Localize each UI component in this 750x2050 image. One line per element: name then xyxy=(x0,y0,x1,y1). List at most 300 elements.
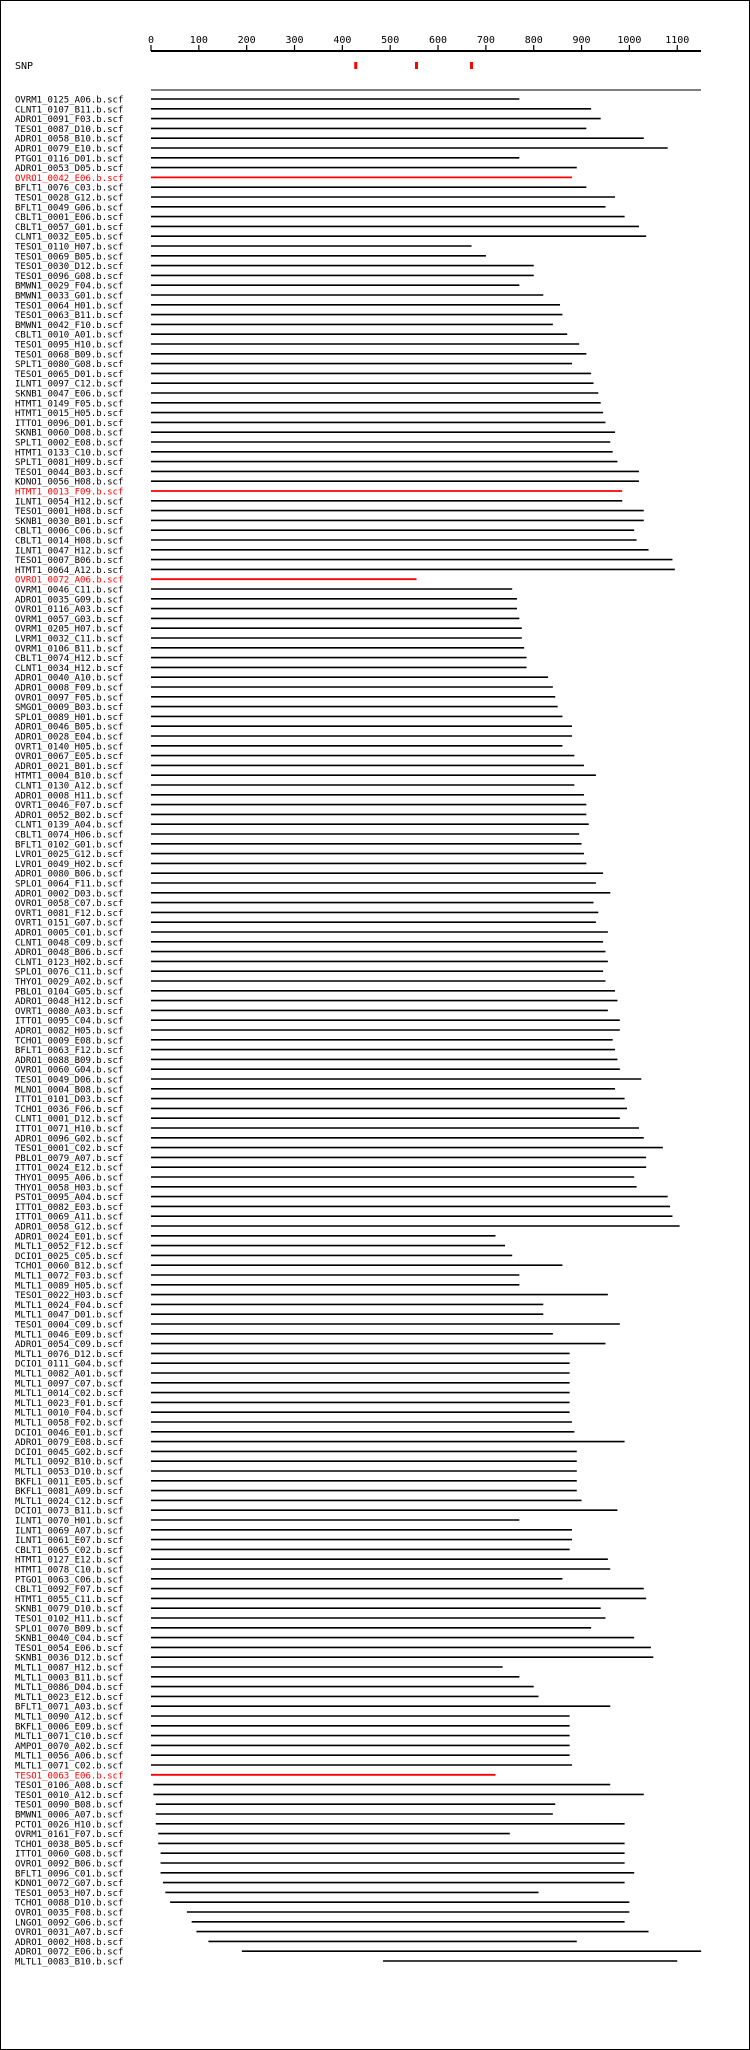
read-row[interactable] xyxy=(15,203,605,213)
read-row[interactable] xyxy=(15,135,644,145)
read-row[interactable] xyxy=(15,840,582,850)
read-name: THYO1_0058_H03.b.scf xyxy=(15,1183,124,1194)
read-name: BMWN1_0042_F10.b.scf xyxy=(15,320,124,331)
read-row[interactable] xyxy=(15,586,512,596)
read-row[interactable] xyxy=(15,850,584,860)
read-name: SPLO1_0076_C11.b.scf xyxy=(15,967,124,978)
read-name: CBLT1_0057_G01.b.scf xyxy=(15,222,124,233)
read-name: SKNB1_0040_C04.b.scf xyxy=(15,1634,124,1645)
read-name: BKFL1_0011_E05.b.scf xyxy=(15,1477,124,1488)
read-row[interactable] xyxy=(15,674,548,684)
read-name: AMPO1_0070_A02.b.scf xyxy=(15,1741,124,1752)
read-row[interactable] xyxy=(15,772,596,782)
read-name: ADRO1_0058_B10.b.scf xyxy=(15,134,124,145)
read-row[interactable] xyxy=(15,213,625,223)
read-name: TESO1_0069_B05.b.scf xyxy=(15,252,124,263)
read-name: HTMT1_0004_B10.b.scf xyxy=(15,771,124,782)
read-name: MLTL1_0053_D10.b.scf xyxy=(15,1467,124,1478)
read-row[interactable] xyxy=(15,409,603,419)
read-row[interactable] xyxy=(15,1693,539,1703)
read-row[interactable] xyxy=(15,889,610,899)
read-row[interactable] xyxy=(15,1683,534,1693)
read-row[interactable] xyxy=(15,1742,570,1752)
read-row[interactable] xyxy=(15,684,553,694)
read-row[interactable] xyxy=(15,742,562,752)
read-row[interactable] xyxy=(15,380,594,390)
read-row[interactable] xyxy=(15,1664,503,1674)
read-row[interactable] xyxy=(15,1762,572,1772)
read-name: MLTL1_0023_E12.b.scf xyxy=(15,1692,124,1703)
read-row[interactable] xyxy=(15,1889,539,1899)
read-row[interactable] xyxy=(15,693,555,703)
read-name: ADRO1_0072_E06.b.scf xyxy=(15,1947,124,1958)
read-name: SPLT1_0081_H09.b.scf xyxy=(15,458,124,469)
read-name: TESO1_0044_B03.b.scf xyxy=(15,467,124,478)
read-row[interactable] xyxy=(15,1301,543,1311)
read-row[interactable] xyxy=(15,448,613,458)
read-row[interactable] xyxy=(15,1899,629,1909)
read-row[interactable] xyxy=(15,1223,680,1233)
read-name: TESO1_0010_A12.b.scf xyxy=(15,1790,124,1801)
read-row[interactable] xyxy=(15,566,675,576)
read-row[interactable] xyxy=(15,1105,627,1115)
read-row[interactable] xyxy=(15,252,486,262)
snp-markers xyxy=(354,62,473,69)
read-name: CBLT1_0001_E06.b.scf xyxy=(15,213,124,224)
read-name: TESO1_0065_D01.b.scf xyxy=(15,369,124,380)
read-row[interactable] xyxy=(15,723,572,733)
read-row[interactable] xyxy=(15,733,572,743)
read-row[interactable] xyxy=(15,1311,543,1321)
read-row[interactable] xyxy=(15,625,522,635)
read-row[interactable] xyxy=(15,399,601,409)
read-name: ADRO1_0002_H08.b.scf xyxy=(15,1937,124,1948)
read-name: OVRO1_0058_C07.b.scf xyxy=(15,899,124,910)
read-row[interactable] xyxy=(15,713,562,723)
read-row[interactable] xyxy=(15,1860,625,1870)
read-row[interactable] xyxy=(15,909,598,919)
read-name: ADRO1_0002_D03.b.scf xyxy=(15,889,124,900)
read-name: MLTL1_0052_F12.b.scf xyxy=(15,1242,124,1253)
read-name: LNGO1_0092_G06.b.scf xyxy=(15,1918,124,1929)
read-name: TESO1_0064_H01.b.scf xyxy=(15,301,124,312)
read-row[interactable] xyxy=(15,360,572,370)
read-name: CLNT1_0032_E05.b.scf xyxy=(15,232,124,243)
read-row[interactable] xyxy=(15,605,517,615)
read-row[interactable] xyxy=(15,115,601,125)
read-name: MLTL1_0024_F04.b.scf xyxy=(15,1300,124,1311)
read-row[interactable] xyxy=(15,595,517,605)
read-row[interactable] xyxy=(15,782,574,792)
read-name: MLTL1_0071_C02.b.scf xyxy=(15,1761,124,1772)
read-row[interactable] xyxy=(15,899,594,909)
read-row[interactable] xyxy=(15,174,572,184)
read-row[interactable] xyxy=(15,1448,577,1458)
read-name: DCIO1_0045_G02.b.scf xyxy=(15,1447,124,1458)
read-row[interactable] xyxy=(15,1174,634,1184)
read-name: THYO1_0029_A02.b.scf xyxy=(15,977,124,988)
snp-marker xyxy=(470,62,473,69)
read-name: ADRO1_0005_C01.b.scf xyxy=(15,928,124,939)
read-name: ITTO1_0060_G08.b.scf xyxy=(15,1849,124,1860)
read-row[interactable] xyxy=(15,1095,625,1105)
read-row[interactable] xyxy=(15,1438,625,1448)
read-row[interactable] xyxy=(15,1183,637,1193)
read-row[interactable] xyxy=(15,1458,577,1468)
read-row[interactable] xyxy=(15,1056,617,1066)
read-name: MLTL1_0087_H12.b.scf xyxy=(15,1663,124,1674)
read-name: TESO1_0063_E06.b.scf xyxy=(15,1771,124,1782)
read-name: TCHO1_0088_D10.b.scf xyxy=(15,1898,124,1909)
read-row[interactable] xyxy=(15,987,615,997)
read-name: ADRO1_0046_B05.b.scf xyxy=(15,722,124,733)
read-row[interactable] xyxy=(15,164,577,174)
read-name: SKNB1_0036_D12.b.scf xyxy=(15,1653,124,1664)
read-row[interactable] xyxy=(15,1624,591,1634)
read-row[interactable] xyxy=(15,478,639,488)
read-row[interactable] xyxy=(15,1820,625,1830)
read-row[interactable] xyxy=(15,1654,653,1664)
read-row[interactable] xyxy=(15,978,605,988)
read-row[interactable] xyxy=(15,1556,608,1566)
ruler-tick-label: 0 xyxy=(147,35,155,46)
read-row[interactable] xyxy=(15,243,472,253)
read-name: OVRO1_0092_B06.b.scf xyxy=(15,1859,124,1870)
read-name: ADRO1_0082_H05.b.scf xyxy=(15,1026,124,1037)
read-row[interactable] xyxy=(15,429,615,439)
read-row[interactable] xyxy=(15,419,605,429)
read-row[interactable] xyxy=(15,370,591,380)
read-name: ADRO1_0028_E04.b.scf xyxy=(15,732,124,743)
snp-track-label: SNP xyxy=(15,61,34,72)
read-name: OVRT1_0080_A03.b.scf xyxy=(15,1006,124,1017)
read-row[interactable] xyxy=(15,1605,601,1615)
read-name: MLTL1_0014_C02.b.scf xyxy=(15,1389,124,1400)
read-row[interactable] xyxy=(15,194,615,204)
read-row[interactable] xyxy=(15,1330,553,1340)
read-row[interactable] xyxy=(15,468,639,478)
read-name: PSTO1_0095_A04.b.scf xyxy=(15,1193,124,1204)
read-row[interactable] xyxy=(15,654,527,664)
read-row[interactable] xyxy=(15,145,668,155)
read-row[interactable] xyxy=(15,282,519,292)
read-row[interactable] xyxy=(15,1517,519,1527)
read-name: MLTL1_0058_F02.b.scf xyxy=(15,1418,124,1429)
read-name: TESO1_0007_B06.b.scf xyxy=(15,556,124,567)
read-row[interactable] xyxy=(15,1036,613,1046)
read-row[interactable] xyxy=(15,1507,617,1517)
read-row[interactable] xyxy=(15,576,417,586)
read-row[interactable] xyxy=(15,331,567,341)
read-name: MLTL1_0046_E09.b.scf xyxy=(15,1330,124,1341)
read-row[interactable] xyxy=(15,292,543,302)
read-row[interactable] xyxy=(15,1428,574,1438)
read-row[interactable] xyxy=(15,223,639,233)
read-row[interactable] xyxy=(15,507,644,517)
ruler-tick-label: 1000 xyxy=(617,35,642,46)
read-row[interactable] xyxy=(15,1918,625,1928)
read-row[interactable] xyxy=(15,311,562,321)
read-row[interactable] xyxy=(15,1046,615,1056)
read-row[interactable] xyxy=(15,1340,605,1350)
read-row[interactable] xyxy=(15,1958,677,1968)
read-name: OVRO1_0042_E06.b.scf xyxy=(15,173,124,184)
read-row[interactable] xyxy=(15,1125,639,1135)
read-row[interactable] xyxy=(15,517,644,527)
read-row[interactable] xyxy=(15,703,558,713)
read-row[interactable] xyxy=(15,1389,570,1399)
read-row[interactable] xyxy=(15,301,560,311)
read-name: SKNB1_0030_B01.b.scf xyxy=(15,516,124,527)
read-name: SPLT1_0080_G08.b.scf xyxy=(15,360,124,371)
read-row[interactable] xyxy=(15,791,584,801)
read-row[interactable] xyxy=(15,752,574,762)
read-name: TESO1_0096_G08.b.scf xyxy=(15,271,124,282)
read-row[interactable] xyxy=(15,997,617,1007)
read-row[interactable] xyxy=(15,1722,570,1732)
read-row[interactable] xyxy=(15,1291,608,1301)
read-row[interactable] xyxy=(15,1879,625,1889)
read-row[interactable] xyxy=(15,184,586,194)
read-row[interactable] xyxy=(15,919,596,929)
read-row[interactable] xyxy=(15,1164,646,1174)
read-name: OVRT1_0046_F07.b.scf xyxy=(15,801,124,812)
read-name: OVRO1_0072_A06.b.scf xyxy=(15,575,124,586)
read-row[interactable] xyxy=(15,948,605,958)
read-name: BFLT1_0049_G06.b.scf xyxy=(15,203,124,214)
read-row[interactable] xyxy=(15,1644,651,1654)
read-name: MLTL1_0010_F04.b.scf xyxy=(15,1408,124,1419)
read-name: HTMT1_0133_C10.b.scf xyxy=(15,448,124,459)
ruler-tick-label: 300 xyxy=(285,35,304,46)
read-row[interactable] xyxy=(15,350,586,360)
read-name: OVRO1_0060_G04.b.scf xyxy=(15,1065,124,1076)
read-row[interactable] xyxy=(15,1566,610,1576)
read-row[interactable] xyxy=(15,1232,495,1242)
read-name: ILNT1_0069_A07.b.scf xyxy=(15,1526,124,1537)
read-row[interactable] xyxy=(15,1115,620,1125)
read-row[interactable] xyxy=(15,1370,570,1380)
read-row[interactable] xyxy=(15,1869,634,1879)
read-row[interactable] xyxy=(15,1134,644,1144)
read-row[interactable] xyxy=(15,1771,495,1781)
read-row[interactable] xyxy=(15,811,586,821)
read-name: ADRO1_0021_B01.b.scf xyxy=(15,761,124,772)
read-row[interactable] xyxy=(15,1634,634,1644)
read-row[interactable] xyxy=(15,1399,570,1409)
read-row[interactable] xyxy=(15,1546,570,1556)
read-row[interactable] xyxy=(15,125,586,135)
read-name: SKNB1_0079_D10.b.scf xyxy=(15,1604,124,1615)
read-row[interactable] xyxy=(15,1703,610,1713)
read-name: PBLO1_0079_A07.b.scf xyxy=(15,1153,124,1164)
read-name: ILNT1_0097_C12.b.scf xyxy=(15,379,124,390)
read-row[interactable] xyxy=(15,1615,605,1625)
read-name: ITTO1_0024_E12.b.scf xyxy=(15,1163,124,1174)
read-row[interactable] xyxy=(15,968,603,978)
read-row[interactable] xyxy=(15,821,589,831)
read-row[interactable] xyxy=(15,1409,570,1419)
read-row[interactable] xyxy=(15,458,617,468)
read-row[interactable] xyxy=(15,1487,577,1497)
read-name: TESO1_0022_H03.b.scf xyxy=(15,1291,124,1302)
read-row[interactable] xyxy=(15,1830,510,1840)
read-row[interactable] xyxy=(15,233,646,243)
read-row[interactable] xyxy=(15,1321,620,1331)
read-name: CLNT1_0034_H12.b.scf xyxy=(15,663,124,674)
read-row[interactable] xyxy=(15,556,672,566)
read-name: TCHO1_0060_B12.b.scf xyxy=(15,1261,124,1272)
read-row[interactable] xyxy=(15,1948,701,1958)
read-name: CLNT1_0048_C09.b.scf xyxy=(15,938,124,949)
read-row[interactable] xyxy=(15,1076,641,1086)
read-name: TESO1_0049_D06.b.scf xyxy=(15,1075,124,1086)
read-row[interactable] xyxy=(15,1575,562,1585)
read-row[interactable] xyxy=(15,546,649,556)
read-row[interactable] xyxy=(15,1262,562,1272)
read-row[interactable] xyxy=(15,664,527,674)
read-name: OVRO1_0097_F05.b.scf xyxy=(15,693,124,704)
read-row[interactable] xyxy=(15,1938,577,1948)
read-name: ADRO1_0079_E08.b.scf xyxy=(15,1438,124,1449)
read-row[interactable] xyxy=(15,644,524,654)
read-row[interactable] xyxy=(15,1252,512,1262)
read-row[interactable] xyxy=(15,341,579,351)
read-row[interactable] xyxy=(15,929,608,939)
read-name: THYO1_0095_A06.b.scf xyxy=(15,1173,124,1184)
read-name: PCTO1_0026_H10.b.scf xyxy=(15,1820,124,1831)
read-name: CBLT1_0092_F07.b.scf xyxy=(15,1585,124,1596)
read-name: ILNT1_0061_E07.b.scf xyxy=(15,1536,124,1547)
read-row[interactable] xyxy=(15,958,608,968)
read-row[interactable] xyxy=(15,1732,570,1742)
read-row[interactable] xyxy=(15,762,584,772)
read-row[interactable] xyxy=(15,1840,625,1850)
read-row[interactable] xyxy=(15,801,586,811)
read-row[interactable] xyxy=(15,1909,629,1919)
read-name: ADRO1_0048_B06.b.scf xyxy=(15,948,124,959)
read-row[interactable] xyxy=(15,537,637,547)
read-row[interactable] xyxy=(15,1585,644,1595)
read-row[interactable] xyxy=(15,1360,570,1370)
read-name: OVRM1_0106_B11.b.scf xyxy=(15,644,124,655)
read-name: TESO1_0030_D12.b.scf xyxy=(15,262,124,273)
read-name: TESO1_0028_G12.b.scf xyxy=(15,193,124,204)
read-name: MLTL1_0047_D01.b.scf xyxy=(15,1310,124,1321)
read-row[interactable] xyxy=(15,1272,519,1282)
read-row[interactable] xyxy=(15,1350,570,1360)
read-row[interactable] xyxy=(15,1791,644,1801)
read-row[interactable] xyxy=(15,1379,570,1389)
read-name: SPLT1_0002_E08.b.scf xyxy=(15,438,124,449)
read-row[interactable] xyxy=(15,860,586,870)
read-name: TESO1_0110_H07.b.scf xyxy=(15,242,124,253)
read-row[interactable] xyxy=(15,1281,519,1291)
read-row[interactable] xyxy=(15,1419,572,1429)
read-row[interactable] xyxy=(15,1144,663,1154)
read-name: ADRO1_0024_E01.b.scf xyxy=(15,1232,124,1243)
read-row[interactable] xyxy=(15,831,579,841)
read-row[interactable] xyxy=(15,1242,505,1252)
read-name: TCHO1_0009_E08.b.scf xyxy=(15,1036,124,1047)
read-row[interactable] xyxy=(15,527,634,537)
read-name: ADRO1_0080_B06.b.scf xyxy=(15,869,124,880)
read-row[interactable] xyxy=(15,272,534,282)
read-name: HTMT1_0127_E12.b.scf xyxy=(15,1555,124,1566)
read-row[interactable] xyxy=(15,1477,577,1487)
read-name: DCIO1_0025_C05.b.scf xyxy=(15,1251,124,1262)
read-row[interactable] xyxy=(15,1850,625,1860)
read-row[interactable] xyxy=(15,497,622,507)
read-row[interactable] xyxy=(15,1713,570,1723)
read-row[interactable] xyxy=(15,321,553,331)
read-row[interactable] xyxy=(15,439,610,449)
read-name: KDNO1_0072_G07.b.scf xyxy=(15,1879,124,1890)
read-row[interactable] xyxy=(15,1781,610,1791)
read-row[interactable] xyxy=(15,1752,570,1762)
read-name: HTMT1_0013_F09.b.scf xyxy=(15,487,124,498)
read-row[interactable] xyxy=(15,1085,615,1095)
read-row[interactable] xyxy=(15,1801,555,1811)
read-name: BFLT1_0102_G01.b.scf xyxy=(15,840,124,851)
read-name: OVRO1_0035_F08.b.scf xyxy=(15,1908,124,1919)
read-row[interactable] xyxy=(15,488,622,498)
read-row[interactable] xyxy=(15,1673,519,1683)
read-row[interactable] xyxy=(15,880,596,890)
read-name: MLTL1_0076_D12.b.scf xyxy=(15,1349,124,1360)
read-row[interactable] xyxy=(15,154,519,164)
read-row[interactable] xyxy=(15,1007,608,1017)
read-row[interactable] xyxy=(15,1536,572,1546)
read-name: TCHO1_0038_B05.b.scf xyxy=(15,1839,124,1850)
read-name: BFLT1_0076_C03.b.scf xyxy=(15,183,124,194)
read-row[interactable] xyxy=(15,105,591,115)
read-row[interactable] xyxy=(15,1203,670,1213)
read-row[interactable] xyxy=(15,938,603,948)
read-row[interactable] xyxy=(15,870,603,880)
read-row[interactable] xyxy=(15,1193,668,1203)
read-row[interactable] xyxy=(15,1811,553,1821)
read-row[interactable] xyxy=(15,1027,620,1037)
read-name: MLTL1_0082_A01.b.scf xyxy=(15,1369,124,1380)
read-name: ITTO1_0101_D03.b.scf xyxy=(15,1095,124,1106)
read-row[interactable] xyxy=(15,1497,582,1507)
read-row[interactable] xyxy=(15,262,534,272)
read-name: ADRO1_0008_F09.b.scf xyxy=(15,683,124,694)
read-row[interactable] xyxy=(15,1928,649,1938)
read-row[interactable] xyxy=(15,1017,620,1027)
read-name: TESO1_0068_B09.b.scf xyxy=(15,350,124,361)
read-row[interactable] xyxy=(15,1213,672,1223)
read-row[interactable] xyxy=(15,1468,577,1478)
read-name: ADRO1_0040_A10.b.scf xyxy=(15,673,124,684)
ruler-tick-label: 100 xyxy=(189,35,208,46)
read-row[interactable] xyxy=(15,1154,646,1164)
read-row[interactable] xyxy=(15,1526,572,1536)
read-row[interactable] xyxy=(15,635,522,645)
read-row[interactable] xyxy=(15,96,519,106)
read-name: LVRO1_0025_G12.b.scf xyxy=(15,850,124,861)
read-row[interactable] xyxy=(15,390,598,400)
read-row[interactable] xyxy=(15,1066,620,1076)
read-name: TESO1_0106_A08.b.scf xyxy=(15,1781,124,1792)
read-name: BMWN1_0033_G01.b.scf xyxy=(15,291,124,302)
read-name: ITTO1_0082_E03.b.scf xyxy=(15,1202,124,1213)
read-row[interactable] xyxy=(15,615,519,625)
read-name: PBLO1_0104_G05.b.scf xyxy=(15,987,124,998)
read-name: OVRO1_0116_A03.b.scf xyxy=(15,605,124,616)
read-row[interactable] xyxy=(15,1595,646,1605)
